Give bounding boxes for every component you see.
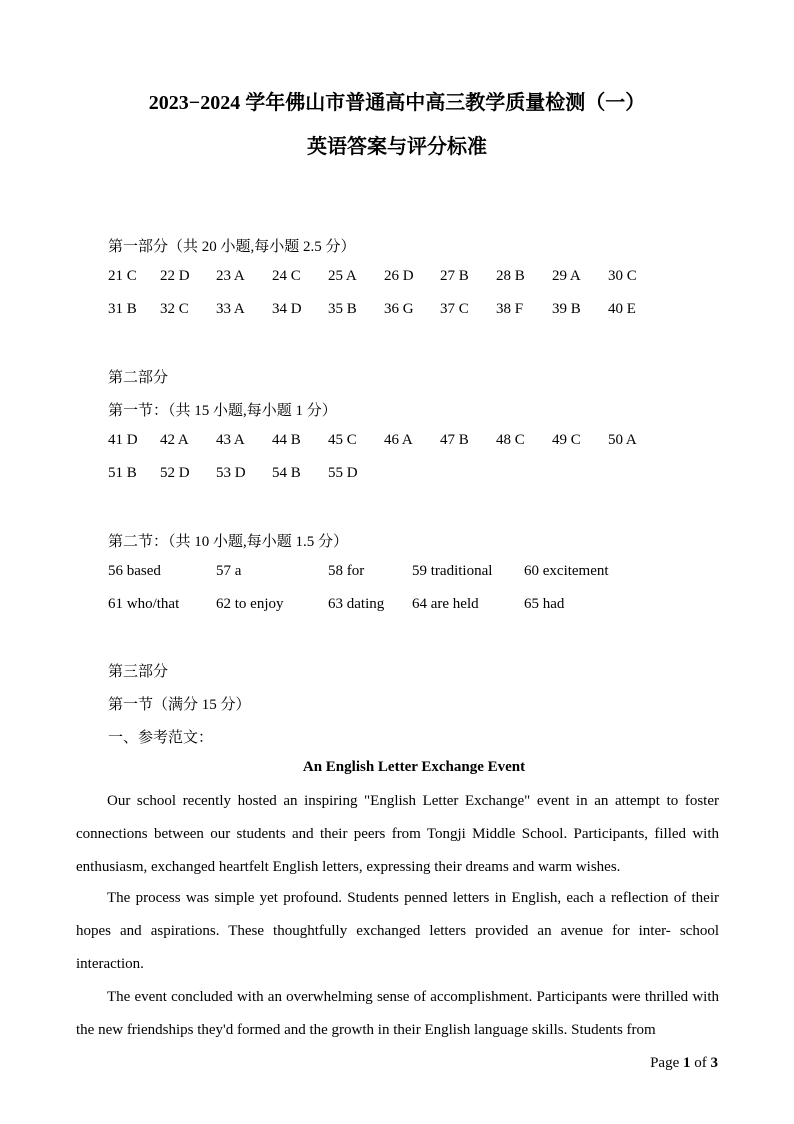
answer-item: 58 for: [328, 563, 365, 579]
answer-item: 23 A: [216, 268, 245, 284]
answer-item: 48 C: [496, 432, 525, 448]
answer-item: 54 B: [272, 465, 301, 481]
answer-item: 37 C: [440, 301, 469, 317]
page-total: 3: [710, 1055, 718, 1071]
answer-item: 33 A: [216, 301, 245, 317]
answer-item: 26 D: [384, 268, 414, 284]
answer-item: 56 based: [108, 563, 161, 579]
answer-item: 36 G: [384, 301, 414, 317]
answer-item: 43 A: [216, 432, 245, 448]
essay-paragraph: [76, 785, 719, 884]
answer-item: 24 C: [272, 268, 301, 284]
part2-section2-heading: 第二节：（共 10 小题,每小题 1.5 分）: [108, 534, 349, 550]
answer-item: 32 C: [160, 301, 189, 317]
answer-item: 63 dating: [328, 596, 385, 612]
answer-item: 62 to enjoy: [216, 596, 284, 612]
answer-item: 27 B: [440, 268, 469, 284]
answer-item: 41 D: [108, 432, 138, 448]
page-subtitle: 英语答案与评分标准: [307, 136, 487, 158]
essay-paragraph: [76, 882, 719, 981]
part2-heading: 第二部分: [108, 370, 169, 386]
answer-item: 49 C: [552, 432, 581, 448]
answer-item: 50 A: [608, 432, 637, 448]
answer-item: 52 D: [160, 465, 190, 481]
answer-item: 35 B: [328, 301, 357, 317]
page-title: 2023−2024 学年佛山市普通高中高三教学质量检测（一）: [148, 92, 646, 114]
answer-item: 31 B: [108, 301, 137, 317]
answer-item: 64 are held: [412, 596, 479, 612]
answer-item: 46 A: [384, 432, 413, 448]
answer-item: 51 B: [108, 465, 137, 481]
answer-item: 39 B: [552, 301, 581, 317]
page-number: [650, 1055, 718, 1072]
part2-section1-heading: 第一节：（共 15 小题,每小题 1 分）: [108, 403, 337, 419]
answer-item: 45 C: [328, 432, 357, 448]
essay-title: An English Letter Exchange Event: [302, 759, 526, 775]
answer-item: 53 D: [216, 465, 246, 481]
essay-paragraph: [76, 981, 719, 1047]
sample-essay-heading: 一、参考范文：: [108, 730, 214, 746]
page-number-prefix: Page: [650, 1055, 683, 1071]
answer-item: 42 A: [160, 432, 189, 448]
answer-item: 30 C: [608, 268, 637, 284]
answer-item: 47 B: [440, 432, 469, 448]
answer-item: 55 D: [328, 465, 358, 481]
part3-section1-heading: 第一节（满分 15 分）: [108, 697, 251, 713]
essay-paragraph-text: The event concluded with an overwhelming sense of accomplishment. Participants were thrilled with the new friendships they'd formed and the growth in their English language skills. Students from: [76, 989, 719, 1038]
answer-item: 57 a: [216, 563, 242, 579]
part3-heading: 第三部分: [108, 664, 169, 680]
essay-paragraph-text: Our school recently hosted an inspiring "English Letter Exchange" event in an attempt to foster connections between our students and their peers from Tongji Middle School. Participants, filled with enthusiasm, exchanged heartfelt English letters, expressing their dreams and warm wishes.: [76, 793, 719, 875]
answer-item: 38 F: [496, 301, 524, 317]
answer-item: 28 B: [496, 268, 525, 284]
page-number-middle: of: [690, 1055, 711, 1071]
page-current: 1: [683, 1055, 691, 1071]
answer-item: 34 D: [272, 301, 302, 317]
answer-item: 25 A: [328, 268, 357, 284]
answer-item: 22 D: [160, 268, 190, 284]
essay-paragraph-text: The process was simple yet profound. Students penned letters in English, each a reflection of their hopes and aspirations. These thoughtfully exchanged letters provided an avenue for inter- school interaction.: [76, 890, 719, 972]
answer-item: 59 traditional: [412, 563, 493, 579]
answer-item: 29 A: [552, 268, 581, 284]
answer-item: 44 B: [272, 432, 301, 448]
answer-item: 60 excitement: [524, 563, 609, 579]
answer-item: 21 C: [108, 268, 137, 284]
answer-item: 65 had: [524, 596, 565, 612]
answer-item: 61 who/that: [108, 596, 180, 612]
answer-item: 40 E: [608, 301, 636, 317]
part1-heading: 第一部分（共 20 小题,每小题 2.5 分）: [108, 239, 356, 255]
